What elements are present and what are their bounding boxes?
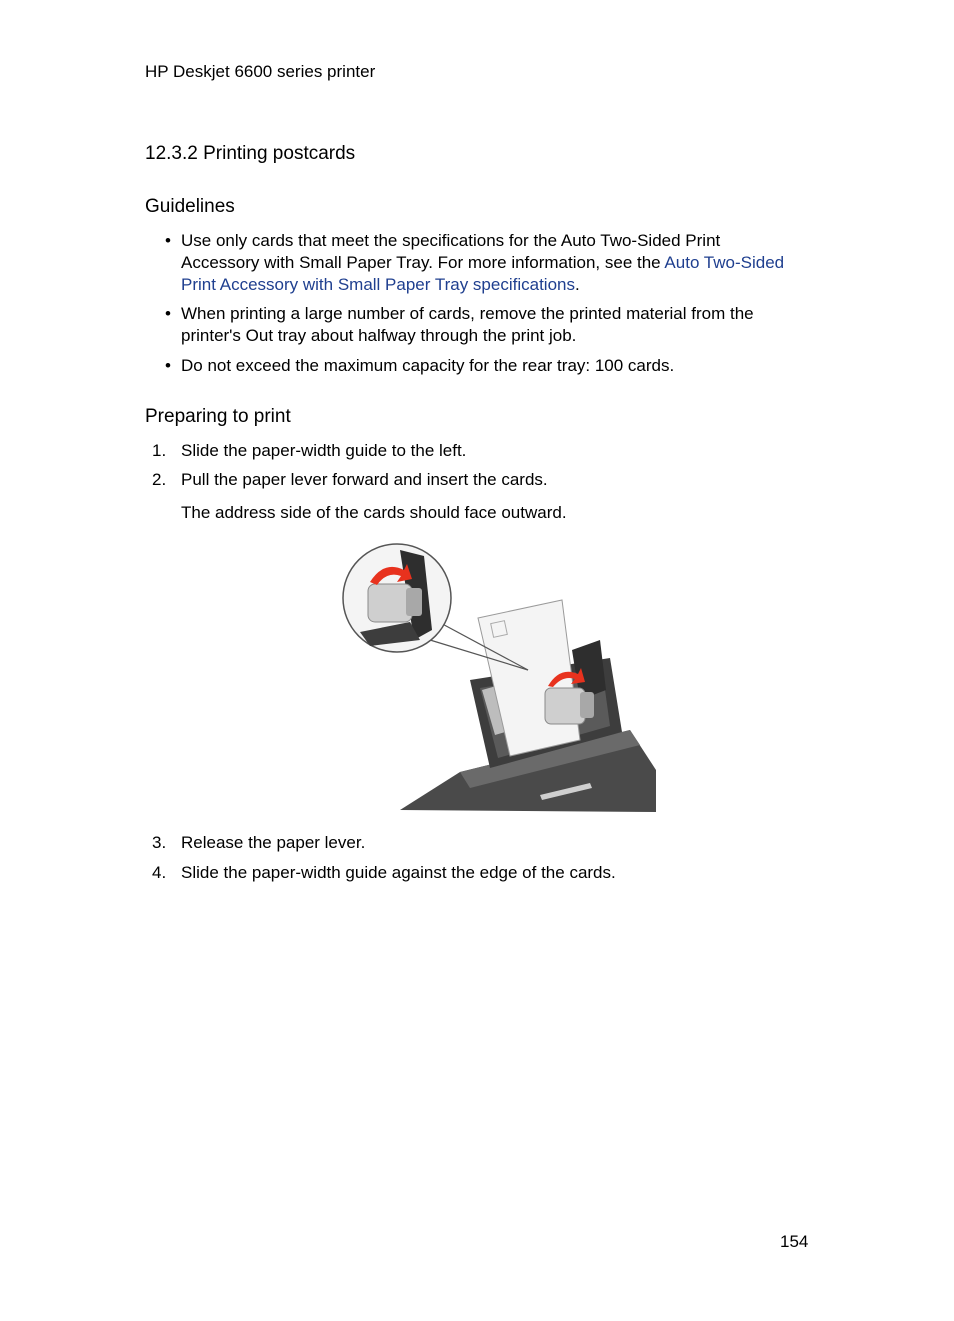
page-number: 154 xyxy=(780,1232,809,1251)
bullet-marker: • xyxy=(165,304,171,323)
step-text: Release the paper lever. xyxy=(181,833,366,852)
bullet-marker: • xyxy=(165,356,171,375)
running-header: HP Deskjet 6600 series printer xyxy=(145,62,376,81)
specifications-link[interactable]: Auto Two-Sided Print Accessory with Small Paper Tray specifications xyxy=(181,253,785,294)
section-title: 12.3.2 Printing postcards xyxy=(145,143,356,164)
paper-lever xyxy=(545,688,585,724)
step-text: Slide the paper-width guide against the edge of the cards. xyxy=(181,863,616,882)
guideline-item: Do not exceed the maximum capacity for the rear tray: 100 cards. xyxy=(181,356,675,375)
guidelines-heading: Guidelines xyxy=(145,196,235,217)
printer-illustration xyxy=(340,540,656,812)
guideline-text: Use only cards that meet the specifications for the Auto Two-Sided Print Accessory with Small Paper Tray. For more information, see the xyxy=(181,231,721,272)
step-number: 2. xyxy=(152,470,167,489)
step-number: 3. xyxy=(152,833,167,852)
guideline-item xyxy=(181,230,801,296)
lever-knob xyxy=(580,692,594,718)
bullet-marker: • xyxy=(165,231,171,250)
printer-illustration-svg xyxy=(340,540,656,812)
step-note: The address side of the cards should face outward. xyxy=(181,503,567,522)
step-number: 1. xyxy=(152,441,167,460)
step-text: Slide the paper-width guide to the left. xyxy=(181,441,467,460)
step-number: 4. xyxy=(152,863,167,882)
step-text: Pull the paper lever forward and insert the cards. xyxy=(181,470,548,489)
guideline-item: When printing a large number of cards, remove the printed material from the printer's Out tray about halfway through the print job. xyxy=(181,304,754,345)
preparing-heading: Preparing to print xyxy=(145,406,291,427)
magnified-lever-knob xyxy=(406,588,422,616)
guideline-text-end: . xyxy=(574,275,580,294)
magnified-lever xyxy=(368,584,412,622)
